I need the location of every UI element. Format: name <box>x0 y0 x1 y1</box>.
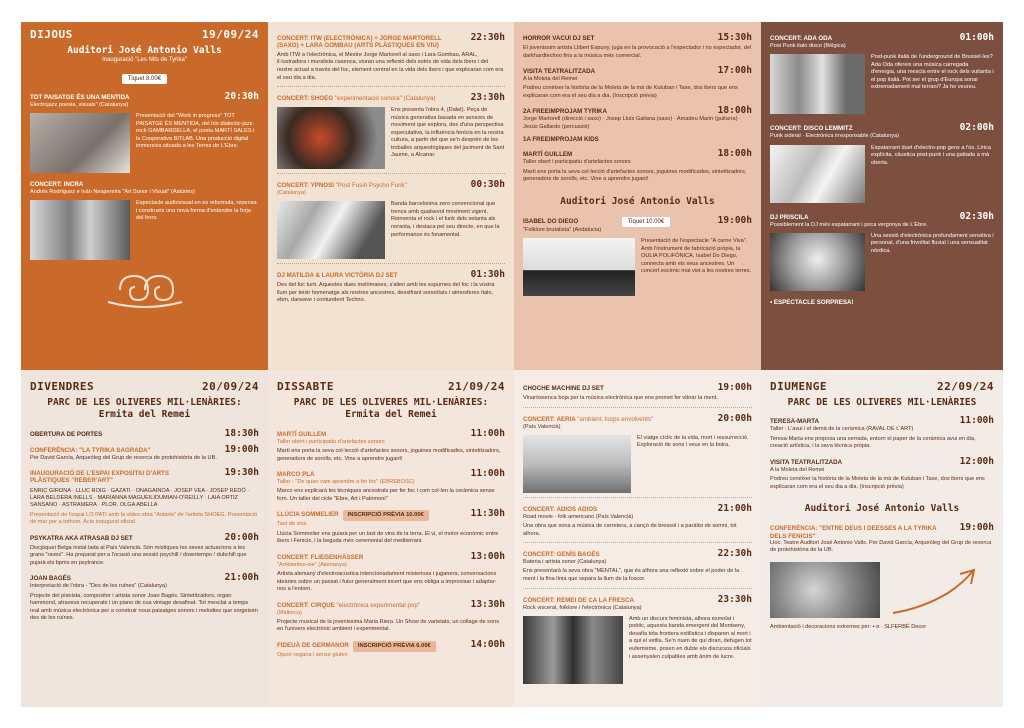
event-time: 18:30h <box>224 427 259 439</box>
event-row <box>277 468 505 479</box>
event-meta: Tast de vins <box>277 521 307 528</box>
event-title: ISABEL DO DIEGO <box>523 217 579 225</box>
event-time: 23:30h <box>717 593 752 605</box>
day-header <box>30 28 259 41</box>
event-title: VISITA TEATRALITZADA <box>523 68 596 76</box>
event-description: Llúcia Sommelier ens guiarà per un tast de vins de la terra. El vi, el motor econòmic entre ibers i Fenicis, i la beguda més ceremonial del mediterrani. <box>277 530 499 545</box>
event-style: "Post Fusió Psycho Funk" <box>335 182 407 190</box>
event-row <box>277 599 505 610</box>
event-description: Post-punk italià de l'underground de Brussel·les? Ada Oda ofereix una música carregada d'energia, una mescla entre el rock dels vuitanta i el pop italià. Pot ser el grup d'Europa sonar extremadament mal terrani? Ja ho veureu. <box>871 54 994 91</box>
event-description: Amb un discurs feminista, alhora esmolat i poètic, aquesta banda emergent del Montseny, desafia tota frontera estilística i disparen al mort i a qui el vetlla. Se'n riuen de qui diran, defugen tot eufemisme, posen en dubte els discursos oficials i assenyalen culpables amb ànim de lucre. <box>629 615 752 660</box>
event-title: OBERTURA DE PORTES <box>30 430 103 438</box>
event-row <box>523 215 752 227</box>
event-meta: Punk sideral · Electrònica irresponsable (Catalunya) <box>770 133 900 140</box>
event-title: DJ PRISCILA <box>770 213 809 221</box>
decorative-spiral-icon <box>100 270 190 310</box>
event-meta: A la Moleta del Remei <box>770 466 825 473</box>
day-date: 21/09/24 <box>448 380 505 393</box>
event-meta: Taller obert i participatiu d'artefactes sonors <box>277 438 385 445</box>
event-meta: Lloc: Teatre Auditori José Antonio Valls. Per David García, Arqueòleg del Grup de recerca de protohistòria de la UB. <box>770 539 992 554</box>
event-row <box>770 32 994 43</box>
venue-title: Auditori José Antonio Valls <box>67 45 222 56</box>
event-time: 15:30h <box>717 32 752 43</box>
event-photo <box>30 200 130 260</box>
event-title <box>277 182 407 189</box>
event-time: 11:00h <box>470 427 505 439</box>
event-row <box>523 32 752 43</box>
event-description: Presentació del "Work in progress" TOT PAISATGE ÉS MENTIDA, del trio dialectic-jazz-rock GAMBARDELLA, el poeta MARTÍ SALES i la Cooperativa BITLAB. Una producció digital immersiva situada a les Terres de L'Ebre. <box>136 113 255 150</box>
venue-place: Ermita del Remei <box>98 409 191 421</box>
event-title: CONCERT: ADIOS ADIOS <box>523 505 598 513</box>
panel-diumenge <box>761 370 1003 707</box>
event-row <box>30 467 259 485</box>
event-title <box>277 641 436 652</box>
ceramic-photo <box>770 562 880 618</box>
day-date: 20/09/24 <box>202 380 259 393</box>
event-title: MARCO PLA <box>277 471 315 479</box>
event-name: ESPECTACLE SORPRESA! <box>773 298 854 306</box>
event-description: Martí ens porta la seva col·lecció d'artefactes sonors, joguines modificades, sintetitzadors, generadors de sorolls, etc. Vine a aprendre jugant! <box>277 447 501 462</box>
day-name: DIVENDRES <box>30 380 95 393</box>
event-description: Projecte musical de la jovenissima Maria Riera. Un Show de varietats, un collage de sons en l'univers electrònic ambient i experimental. <box>277 618 499 633</box>
venue-name: PARC DE LES OLIVERES MIL·LENÀRIES: <box>293 397 489 408</box>
event-time: 21:00h <box>224 572 259 584</box>
event-style: "electrònica experimental pop" <box>336 601 420 609</box>
event-meta: Taller obert i participatiu d'artefactes sonors <box>523 159 631 166</box>
event-time: 13:00h <box>470 550 505 562</box>
event-row <box>30 428 259 439</box>
event-row <box>523 136 752 143</box>
event-meta: (País Valencià) <box>523 423 561 430</box>
event-meta: Taller - "De quan vam aprendre a fer foc" (EBREBOSC) <box>277 479 415 486</box>
event-name: CONCERT: AERIA <box>523 415 576 423</box>
event-style: "experimentació sonora" (Catalunya) <box>334 95 436 103</box>
event-row <box>770 122 994 133</box>
event-time: 01:00h <box>959 32 994 43</box>
footer-credit: Ambientació i decoracions extremes per: • o · SLFERBÉ Decor <box>770 624 927 631</box>
venue-place: Ermita del Remei <box>345 409 437 421</box>
event-photo <box>277 107 385 169</box>
event-description: Ens presenta l'obra 4, (Dalet). Peça de música generativa basada en sensors de moviment que explora, des d'una perspectiva especulativa, la influència fenícia en la nostra cultura, a partir del que se'n desprèn de les troballes arqueològiques del jaciment de Sant Jaume, a Alcanar. <box>391 107 505 159</box>
event-meta: Opció vegana i sense gluten <box>277 651 348 658</box>
event-time: 20:30h <box>224 91 259 102</box>
panel-dissabte <box>268 370 514 707</box>
event-row <box>523 413 752 424</box>
event-title: VISITA TEATRALITZADA <box>770 458 843 466</box>
event-row <box>277 551 505 562</box>
day-name: DIUMENGE <box>770 380 827 393</box>
event-time: 12:00h <box>959 455 994 467</box>
event-meta: Jorge Martorell (direcció i saxo) · Josep Lluís Gallana (saxo) · Amadeu Marin (guitarra) · Jesús Gallardo (percussió) <box>523 116 741 130</box>
event-title: 2A FREEIMPROJAM TYRIKA <box>523 108 607 116</box>
venue-title <box>277 397 505 422</box>
event-time: 22:30h <box>470 32 505 43</box>
registration-badge: INSCRIPCIÓ PRÈVIA 6.00€ <box>353 641 436 652</box>
event-description: Podreu conèixer la història de la Moleta de la mà de Kutuban i Taxe, dos ibers que ens explicaran com era el seu dia a dia. (Inscripció prèvia) <box>523 85 738 99</box>
venue-title: Auditori José Antonio Valls <box>560 195 715 207</box>
event-meta: Per David García, Arqueòleg del Grup de recerca de protohistòria de la UB. <box>30 454 217 461</box>
day-date: 22/09/24 <box>937 380 994 393</box>
event-description: El viatge cíclic de la vida, mort i ressurrecció. Exploració de sons i veus en la boira. <box>637 434 749 449</box>
event-row <box>770 522 994 540</box>
event-row <box>523 148 752 159</box>
event-title: JOAN BAGÉS <box>30 575 71 583</box>
event-name: CONCERT: SHOEG <box>277 95 334 103</box>
venue-subtitle: Inauguració "Les Nits de Tyrika" <box>102 57 187 63</box>
event-time: 11:00h <box>959 415 994 427</box>
panel-night-concerts <box>761 22 1003 370</box>
event-title: CHOCHE MACHINE DJ SET <box>523 385 604 392</box>
ticket-price: Tiquet 10.00€ <box>622 217 670 227</box>
event-time: 20:00h <box>717 412 752 424</box>
event-style: "ambient, loops envolvents" <box>577 415 654 423</box>
event-meta: Electrojazz poesia, visuals" (Catalunya) <box>30 102 129 108</box>
event-meta: (Catalunya) <box>277 190 306 197</box>
event-row <box>277 92 505 103</box>
day-name: DISSABTE <box>277 380 334 393</box>
event-meta: Rock visceral, folklore i l'electrònica (Catalunya) <box>523 604 642 611</box>
event-row <box>30 444 259 455</box>
day-header <box>277 380 505 393</box>
day-header <box>30 380 259 393</box>
event-meta: Post Punk italo disco (Bèlgica) <box>770 43 846 49</box>
event-name: FIDEUÀ DE GERMANOR <box>277 641 349 649</box>
event-description: Banda barcelonina zero convencional que trenca amb qualsevol moviment vigent. Reinventa el rock i el funk dels setanta als noranta, i destaca pel seu directe, en que la performance és fonamental. <box>391 201 500 238</box>
event-description: Teresa-Marta ens proposa una xerrada, entorn el paper de la ceràmica avui en dia, creació artística, i la seva tècnica pròpia. <box>770 435 976 450</box>
event-title: DJ MATILDA & LAURA VICTÒRIA DJ SET <box>277 272 398 280</box>
event-title: CONCERT: FLIEGENHÄSSER <box>277 553 364 561</box>
event-photo <box>523 435 631 493</box>
event-name: CONCERT: YPNOSI <box>277 182 334 190</box>
event-meta: Road movie - folk americano (País Valencià) <box>523 513 634 520</box>
event-time: 11:30h <box>470 508 505 520</box>
event-time: 18:00h <box>717 105 752 117</box>
event-title: MARTÍ GUILLEM <box>277 430 327 438</box>
event-title: CONCERT: REMEI DE CA LA FRESCA <box>523 596 634 604</box>
event-time: 19:00h <box>959 522 994 534</box>
registration-badge: INSCRIPCIÓ PRÈVIA 10.00€ <box>343 510 429 521</box>
event-row <box>523 503 752 514</box>
event-title: CONCERT: ADA ODA <box>770 35 833 42</box>
event-time: 19:00h <box>224 443 259 455</box>
event-title: CONFERÈNCIA: "ENTRE DEUS I DEESSES A LA TYRIKA DELS FENICIS" <box>770 525 937 540</box>
event-description: Marco ens explicarà les tècniques ancestrals per fer foc i com col·len la ceràmica sense forn. Un taller del cicle "Ebre, Art i Patrimoni" <box>277 488 495 502</box>
event-title: CONCERT: GENÍS BAGÉS <box>523 551 600 559</box>
event-meta: Andrés Rodríguez e Iván Nespereira "Art Sonor i Visual" (Astúries) <box>30 188 195 195</box>
event-row <box>770 415 994 426</box>
event-description: Podreu conèixer la història de la Moleta de la mà de Kutuban i Taxe, dos ibers que ens explicaran com era el seu dia a dia. (Inscripció prèvia) <box>770 475 985 490</box>
event-title: TERESA-MARTA <box>770 418 820 426</box>
event-title: CONCERT: ITW (ELECTRÒNICA) + JORGE MARTORELL (SAXO) + LARA GOMBAU (ARTS PLÀSTIQUES EN VIU) <box>277 35 442 50</box>
event-meta: Possiblement la DJ més espatarrant i poca vergonya de L'Ebre. <box>770 221 928 228</box>
event-title: • ESPECTACLE SORPRESA! <box>770 298 854 306</box>
event-time: 22:30h <box>717 548 752 560</box>
event-time: 23:30h <box>470 92 505 104</box>
event-row <box>770 299 994 306</box>
event-time: 20:00h <box>224 531 259 543</box>
event-row <box>277 428 505 439</box>
event-title: 1A FREEIMPROJAM KIDS <box>523 135 599 143</box>
ticket-price: Tiquet 8.00€ <box>122 74 167 84</box>
event-title <box>277 510 429 521</box>
event-row <box>30 572 259 583</box>
event-description: Amb ITW a l'electrònica, el Mestre Jorge Martorell al saxo i Lara Gombau, ARAL, il·lustradora i muralista casenca, viuran una reflexió dels estris de vida dels ibers i del nostre actual a través del foc, element central en la vida dels ibers i que explicaran com era el seu dia a dia. <box>277 51 504 81</box>
event-photo <box>277 201 385 259</box>
event-meta: A la Moleta del Remei <box>523 76 578 83</box>
panel-saturday-evening <box>514 370 761 707</box>
panel-dijous-night <box>268 22 514 370</box>
event-description: El jovenissim artista Llibert Espuny, juga en la provocació a l'espectador i no espectador, del darkhardtechno fins a la música més comercial. <box>523 45 752 59</box>
decorative-arrow-icon <box>888 568 988 618</box>
event-description: Espectacle audiovisual en es reformula, repensa i construeix una nova forma d'entendre la forja del ferro. <box>136 199 257 222</box>
event-description: Una sessió d'electrònica profundament sensitiva i personal, d'una frivolitat fluvial i una sensualitat nòrdica. <box>871 232 994 254</box>
event-time: 19:30h <box>224 466 259 478</box>
event-row <box>523 105 752 116</box>
event-time: 13:30h <box>470 598 505 610</box>
event-photo <box>523 238 635 296</box>
event-row <box>770 456 994 467</box>
day-name: DIJOUS <box>30 28 73 41</box>
event-photo <box>770 145 865 203</box>
event-description: Artista alemany d'electroacústica intencionadament misteriosa i juganera, conversacions ideàries sobre un passat i futur generalment incert que ens obliga a improvisar i adaptar-nos a l'entorn. <box>277 570 497 593</box>
event-time: 18:00h <box>717 148 752 160</box>
event-row <box>277 32 505 50</box>
event-description: Una obra que sona a música de carretera, a cançó de bressol i a paràlisi de somni, tot alhora. <box>523 523 737 537</box>
event-time: 01:30h <box>470 269 505 281</box>
event-title: TOT PAISATGE ÉS UNA MENTIDA <box>30 94 130 101</box>
venue-title <box>30 397 259 422</box>
event-row <box>30 91 259 102</box>
event-time: 19:00h <box>717 214 752 226</box>
panel-friday-afternoon <box>514 22 761 370</box>
event-time: 00:30h <box>470 179 505 191</box>
event-time: 02:00h <box>959 122 994 134</box>
event-title: PSYKATRA AKA ATRASAB DJ SET <box>30 534 133 542</box>
event-description: Projecte del pianista, compositor i artista sonor Joan Bagés. Sintetitzadors, organ hammond, atraveus recuperats i un piano de cua vintage desafinat. Tot mesclat a temps real amb música electrònica per a construir nous paisatges sonors i melodies que sorgeixen des de les ruïnes. <box>30 592 258 622</box>
event-time: 21:00h <box>717 502 752 514</box>
event-description: Espatarrant duet d'electro-pop gens a l'ús. Lírica explícita, càustica post-punk i una gattada a mà oberta. <box>871 144 991 166</box>
event-name: LLÚCIA SOMMELIER <box>277 511 339 519</box>
event-title: CONCERT: DISCO LEMMITZ <box>770 125 853 133</box>
venue-name: PARC DE LES OLIVERES MIL·LENÀRIES: <box>47 397 242 408</box>
event-description: Martí ens porta la seva col·lecció d'artefactes sonors, joguines modificades, sintetitzadors, generadors de sorolls, etc. Vine a aprendre jugant! <box>523 168 747 183</box>
event-description: Presentació de l'espectacle "A carne Viva". Amb l'instrument de fabricació pròpia, la OULIA POLIFÒNICA, Isabel Do Diego, connecta amb els seus ancestres. Un concert escènic mai vist a les nostres terres. <box>641 238 752 275</box>
event-photo <box>523 616 623 684</box>
event-title <box>523 416 653 423</box>
day-date: 19/09/24 <box>202 28 259 41</box>
event-row <box>30 181 259 188</box>
event-title: CONFERÈNCIA: "LA TYRIKA SAGRADA" <box>30 446 151 454</box>
event-title: MARTÍ GUILLEM <box>523 151 573 159</box>
event-description: Ens presentarà la seva obra "MENTAL", que és alhora una reflexió sobre el poder de la ment i la fina línia que separa la llum de la foscor. <box>523 568 740 582</box>
event-meta: (Mallorca) <box>277 609 302 616</box>
event-description: Presentació de l'espai LO PATI amb la video obra "Astarte" de l'artista SHOEG. Presentació de mar per a tothom. Acte inaugural oficial. <box>30 511 258 526</box>
event-title: HORROR VACUI DJ SET <box>523 35 595 42</box>
venue-title: Auditori José Antonio Valls <box>804 503 960 515</box>
event-description: Vinaròssenca boja per la música electrònica que ens promet fer vibrar la ment. <box>523 395 718 401</box>
event-title: CONCERT: INCRA <box>30 181 84 189</box>
event-time: 11:00h <box>470 468 505 480</box>
event-photo <box>770 54 865 114</box>
day-header <box>770 380 994 393</box>
event-row <box>770 211 994 222</box>
event-meta: ENRIC GIRONA · LLUC ROIG · GAZATI · ONAGAINOA · JOSEP VEA · JOSEP REDÓ · LARA BELDERA INELLS · MARIANNA MAGUEILIDUMIAN-O'REILLY · LAIA ORTIZ SANSANO · ASTRAMERA · PLOR. OLGA ABELLA <box>30 487 250 509</box>
venue-title: PARC DE LES OLIVERES MIL·LENÀRIES <box>787 397 977 408</box>
event-time: 19:00h <box>717 382 752 393</box>
event-row <box>30 532 259 543</box>
event-meta: Interpretació de l'obra - "Des de les ruïnes" (Catalunya) <box>30 583 167 590</box>
event-photo <box>770 233 865 291</box>
event-photo <box>30 113 130 173</box>
event-row <box>523 65 752 76</box>
event-name: CONCERT: CIRQUE <box>277 601 335 609</box>
event-meta: Taller : L'avui i el demà de la ceràmica (RAVAL DE L'ART) <box>770 426 914 433</box>
panel-divendres <box>21 370 268 707</box>
event-row <box>523 548 752 559</box>
event-time: 14:00h <box>470 638 505 650</box>
event-title <box>277 95 435 102</box>
event-meta: "Folklore brutalista" (Andalucía) <box>523 226 602 233</box>
event-row <box>277 639 505 652</box>
event-description: Des del foc turó. Aquestes dues melòmanes, s'alien amb les espurnes del foc i la vostra llum per teixir homenatge als nostres ancestres, desxifrant sonoritats i atmosferes ítalo, ebm, darwave i contundent Techno. <box>277 282 495 304</box>
event-description: Discjòquei Belga instal·lada al País Valencià. Són místiques les seves actuacions a les grans "raves". Ha preparat per a l'ocasió una sessió psychill / downtempo / dubchill que pujarà els bpms en psytrance. <box>30 544 247 566</box>
event-row <box>277 269 505 280</box>
event-time: 02:30h <box>959 210 994 222</box>
event-row <box>523 594 752 605</box>
panel-dijous <box>21 22 268 370</box>
event-meta: Bateria i artista sonor (Catalunya) <box>523 559 607 566</box>
event-row <box>523 382 752 393</box>
event-time: 17:00h <box>717 65 752 77</box>
event-title: INAUGURACIÓ DE L'ESPAI EXPOSITIU D'ARTS PLÀSTIQUES "REBER'ART" <box>30 469 169 485</box>
event-row <box>277 508 505 521</box>
event-title <box>277 602 420 609</box>
event-meta: "Ambientno-ise" (Alemanya) <box>277 561 347 568</box>
event-row <box>277 179 505 190</box>
